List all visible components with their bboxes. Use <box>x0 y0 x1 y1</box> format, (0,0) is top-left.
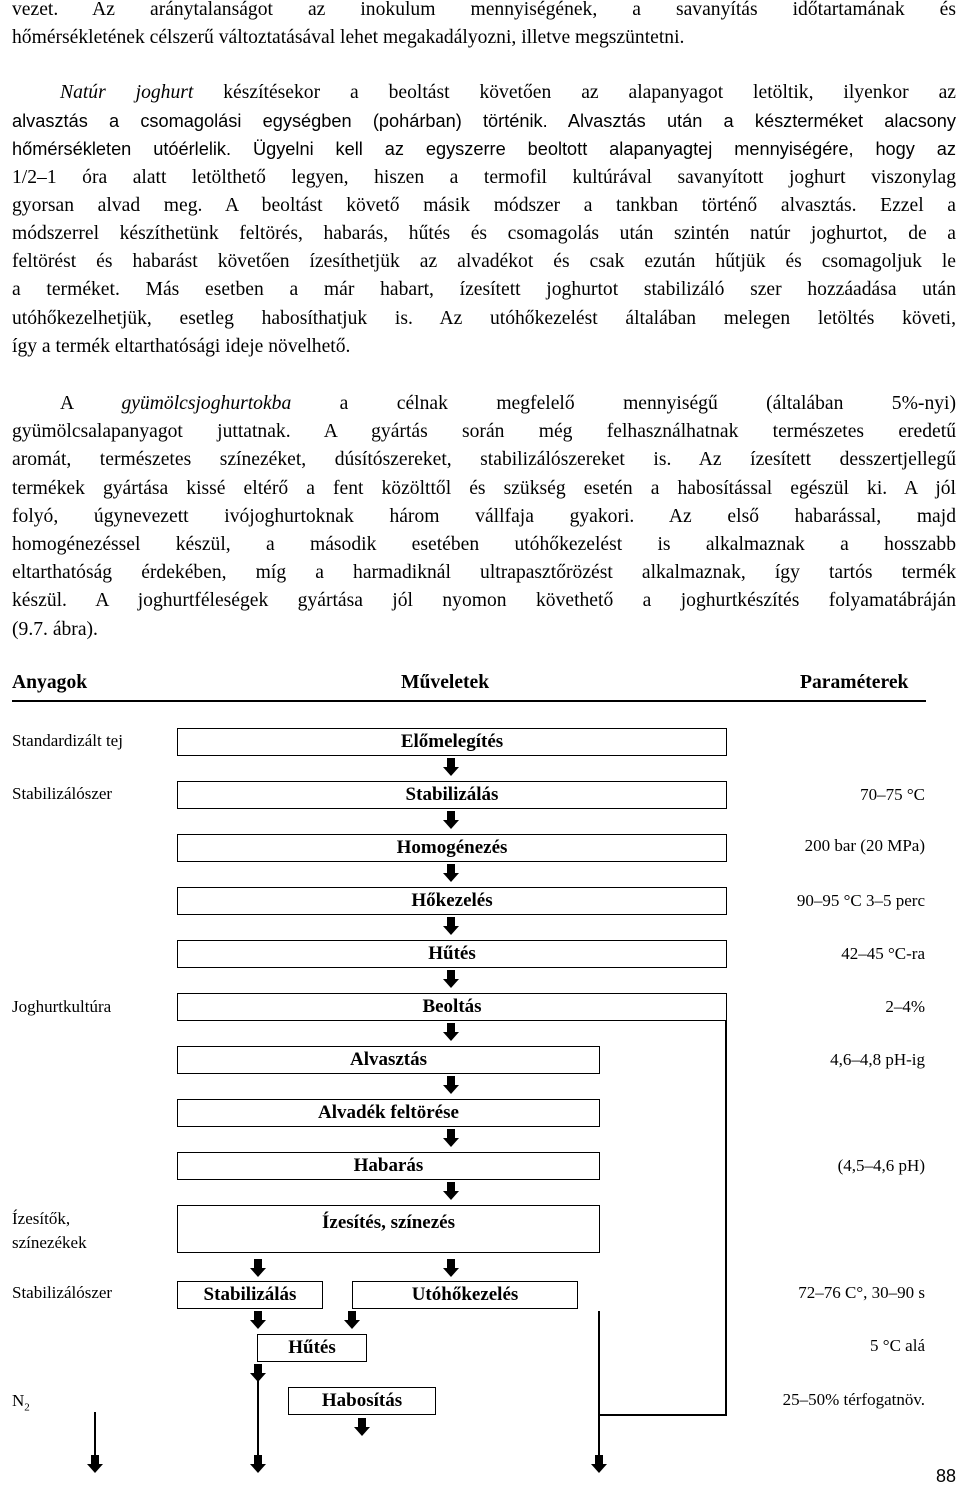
material-flavors <box>12 1207 87 1255</box>
header-parameters: Paraméterek <box>800 672 909 693</box>
text-line: hőmérsékleten utóérlelik. Ügyelni kell az egyszerre beoltott alapanyagtej mennyiségére, hogy az <box>12 139 956 160</box>
emphasis-gyumolcsjoghurt: gyümölcsjoghurtokba <box>121 393 292 414</box>
text-line: (9.7. ábra). <box>12 618 98 640</box>
text-line: módszerrel készíthetünk feltörés, habarás, hűtés és csomagolás után szintén natúr joghurtot, de a <box>12 222 956 244</box>
paragraph-1 <box>12 0 956 52</box>
text-line: alvasztás a csomagolási egységben (pohárban) történik. Alvasztás után a készterméket alacsony <box>12 111 956 132</box>
nitrogen-symbol: N <box>12 1391 25 1410</box>
down-arrow-icon <box>443 1129 459 1147</box>
param-stirring-ph: (4,5–4,6 pH) <box>837 1156 925 1175</box>
down-arrow-icon <box>591 1455 607 1473</box>
emphasis-natur-joghurt: Natúr joghurt <box>60 82 194 103</box>
step-post-heat-treatment: Utóhőkezelés <box>352 1281 578 1309</box>
text-line: homogénezéssel készül, a második esetében utóhőkezelést is alkalmaznak a hosszabb <box>12 533 956 555</box>
step-cooling: Hűtés <box>177 940 727 968</box>
text-line: hőmérsékletének célszerű változtatásával lehet megakadályozni, illetve megszüntetni. <box>12 27 685 49</box>
text-line: gyorsan alvad meg. A beoltást követő másik módszer a tankban történő alvasztás. Ezzel a <box>12 194 956 216</box>
down-arrow-icon <box>443 864 459 882</box>
text-line: feltörést és habarást követően ízesíthetjük az alvadékot és csak ezután hűtjük és csomagoljuk le <box>12 251 956 273</box>
page-number: 88 <box>935 1466 956 1486</box>
down-arrow-icon <box>443 1259 459 1277</box>
down-arrow-icon <box>250 1455 266 1473</box>
text-line: eltarthatóság érdekében, míg a harmadiknál ultrapasztőrözést alkalmaznak, így tartós termék <box>12 562 956 584</box>
down-arrow-icon <box>443 811 459 829</box>
text-line: 1/2–1 óra alatt letölthető legyen, hiszen a termofil kultúrával savanyított joghurt viszonylag <box>12 166 956 188</box>
step-curd-breaking: Alvadék feltörése <box>177 1099 600 1127</box>
step-stabilization-2: Stabilizálás <box>177 1281 323 1309</box>
paragraph-2 <box>12 79 956 361</box>
down-arrow-icon <box>443 1076 459 1094</box>
param-heat-treatment: 90–95 °C 3–5 perc <box>796 891 925 910</box>
text-line: vezet. Az aránytalanságot az inokulum mennyiségének, a savanyítás időtartamának és <box>12 0 956 20</box>
material-flavors-line1: Ízesítők, <box>12 1209 71 1228</box>
down-arrow-icon <box>250 1311 266 1329</box>
step-foaming: Habosítás <box>288 1387 436 1415</box>
down-arrow-icon <box>87 1455 103 1473</box>
param-homogenization-pressure: 200 bar (20 MPa) <box>804 836 925 855</box>
step-inoculation: Beoltás <box>177 993 727 1021</box>
step-preheating: Előmelegítés <box>177 728 727 756</box>
text-line: készül. A joghurtféleségek gyártása jól nyomon követhető a joghurtkészítés folyamatábráján <box>12 590 956 612</box>
param-coagulation-ph: 4,6–4,8 pH-ig <box>830 1050 925 1069</box>
down-arrow-icon <box>344 1311 360 1329</box>
material-nitrogen <box>12 1389 30 1419</box>
param-cooling-2: 5 °C alá <box>870 1336 925 1355</box>
down-arrow-icon <box>443 1182 459 1200</box>
cooling-down-line <box>257 1380 259 1458</box>
material-stabilizer: Stabilizálószer <box>12 784 113 803</box>
param-preheat-temp: 70–75 °C <box>860 785 925 804</box>
text-span: a célnak megfelelő mennyiségű (általában 5%-nyi) <box>291 393 957 414</box>
step-stirring: Habarás <box>177 1152 600 1180</box>
down-arrow-icon <box>443 970 459 988</box>
step-coagulation: Alvasztás <box>177 1046 600 1074</box>
down-arrow-icon <box>443 917 459 935</box>
step-homogenization: Homogénezés <box>177 834 727 862</box>
text-span: A <box>60 393 122 414</box>
bypass-line-middle <box>598 1311 600 1457</box>
down-arrow-icon <box>443 1023 459 1041</box>
header-operations: Műveletek <box>401 672 490 693</box>
text-line: a terméket. Más esetben a már habart, ízesített joghurtot stabilizáló szer hozzáadása után <box>12 279 956 301</box>
material-flavors-line2: színezékek <box>12 1233 87 1252</box>
step-cooling-2: Hűtés <box>257 1334 367 1362</box>
text-line: folyó, úgynevezett ivójoghurtoknak három vállfaja gyakori. Az első habarással, majd <box>12 505 956 527</box>
param-inoculum: 2–4% <box>885 997 925 1016</box>
material-yogurt-culture: Joghurtkultúra <box>12 997 112 1016</box>
text-line: gyümölcsalapanyagot juttatnak. A gyártás során még felhasználhatnak természetes eredetű <box>12 421 956 443</box>
step-stabilization: Stabilizálás <box>177 781 727 809</box>
down-arrow-icon <box>354 1418 370 1436</box>
material-stabilizer-2: Stabilizálószer <box>12 1283 113 1302</box>
nitrogen-subscript: 2 <box>24 1401 30 1414</box>
bypass-line-left <box>94 1412 96 1457</box>
text-line <box>12 390 956 418</box>
text-line: utóhőkezelhetjük, esetleg habosíthatjuk is. Az utóhőkezelést általában melegen letöltés követi, <box>12 307 956 329</box>
step-heat-treatment: Hőkezelés <box>177 887 727 915</box>
down-arrow-icon <box>443 758 459 776</box>
down-arrow-icon <box>250 1259 266 1277</box>
bypass-line-right <box>725 1021 727 1415</box>
text-line <box>12 79 956 107</box>
header-materials: Anyagok <box>12 672 88 693</box>
text-span: készítésekor a beoltást követően az alapanyagot letöltik, ilyenkor az <box>193 82 956 103</box>
bypass-line-bottom <box>600 1414 727 1416</box>
paragraph-3 <box>12 390 956 644</box>
param-cooling-temp: 42–45 °C-ra <box>841 944 925 963</box>
param-foaming: 25–50% térfogatnöv. <box>782 1390 925 1409</box>
text-line: aromát, természetes színezéket, dúsítószereket, stabilizálószereket is. Az ízesített desszertjellegű <box>12 449 956 471</box>
material-standardized-milk: Standardizált tej <box>12 731 123 750</box>
step-flavoring-coloring: Ízesítés, színezés <box>177 1205 600 1253</box>
param-post-heat: 72–76 C°, 30–90 s <box>798 1283 925 1302</box>
text-line: így a termék eltarthatósági ideje növelhető. <box>12 335 351 357</box>
text-line: termékek gyártása kissé eltérő a fent közölttől és szükség esetén a habosítással egészül ki. A jól <box>12 477 956 499</box>
header-divider <box>12 700 926 702</box>
